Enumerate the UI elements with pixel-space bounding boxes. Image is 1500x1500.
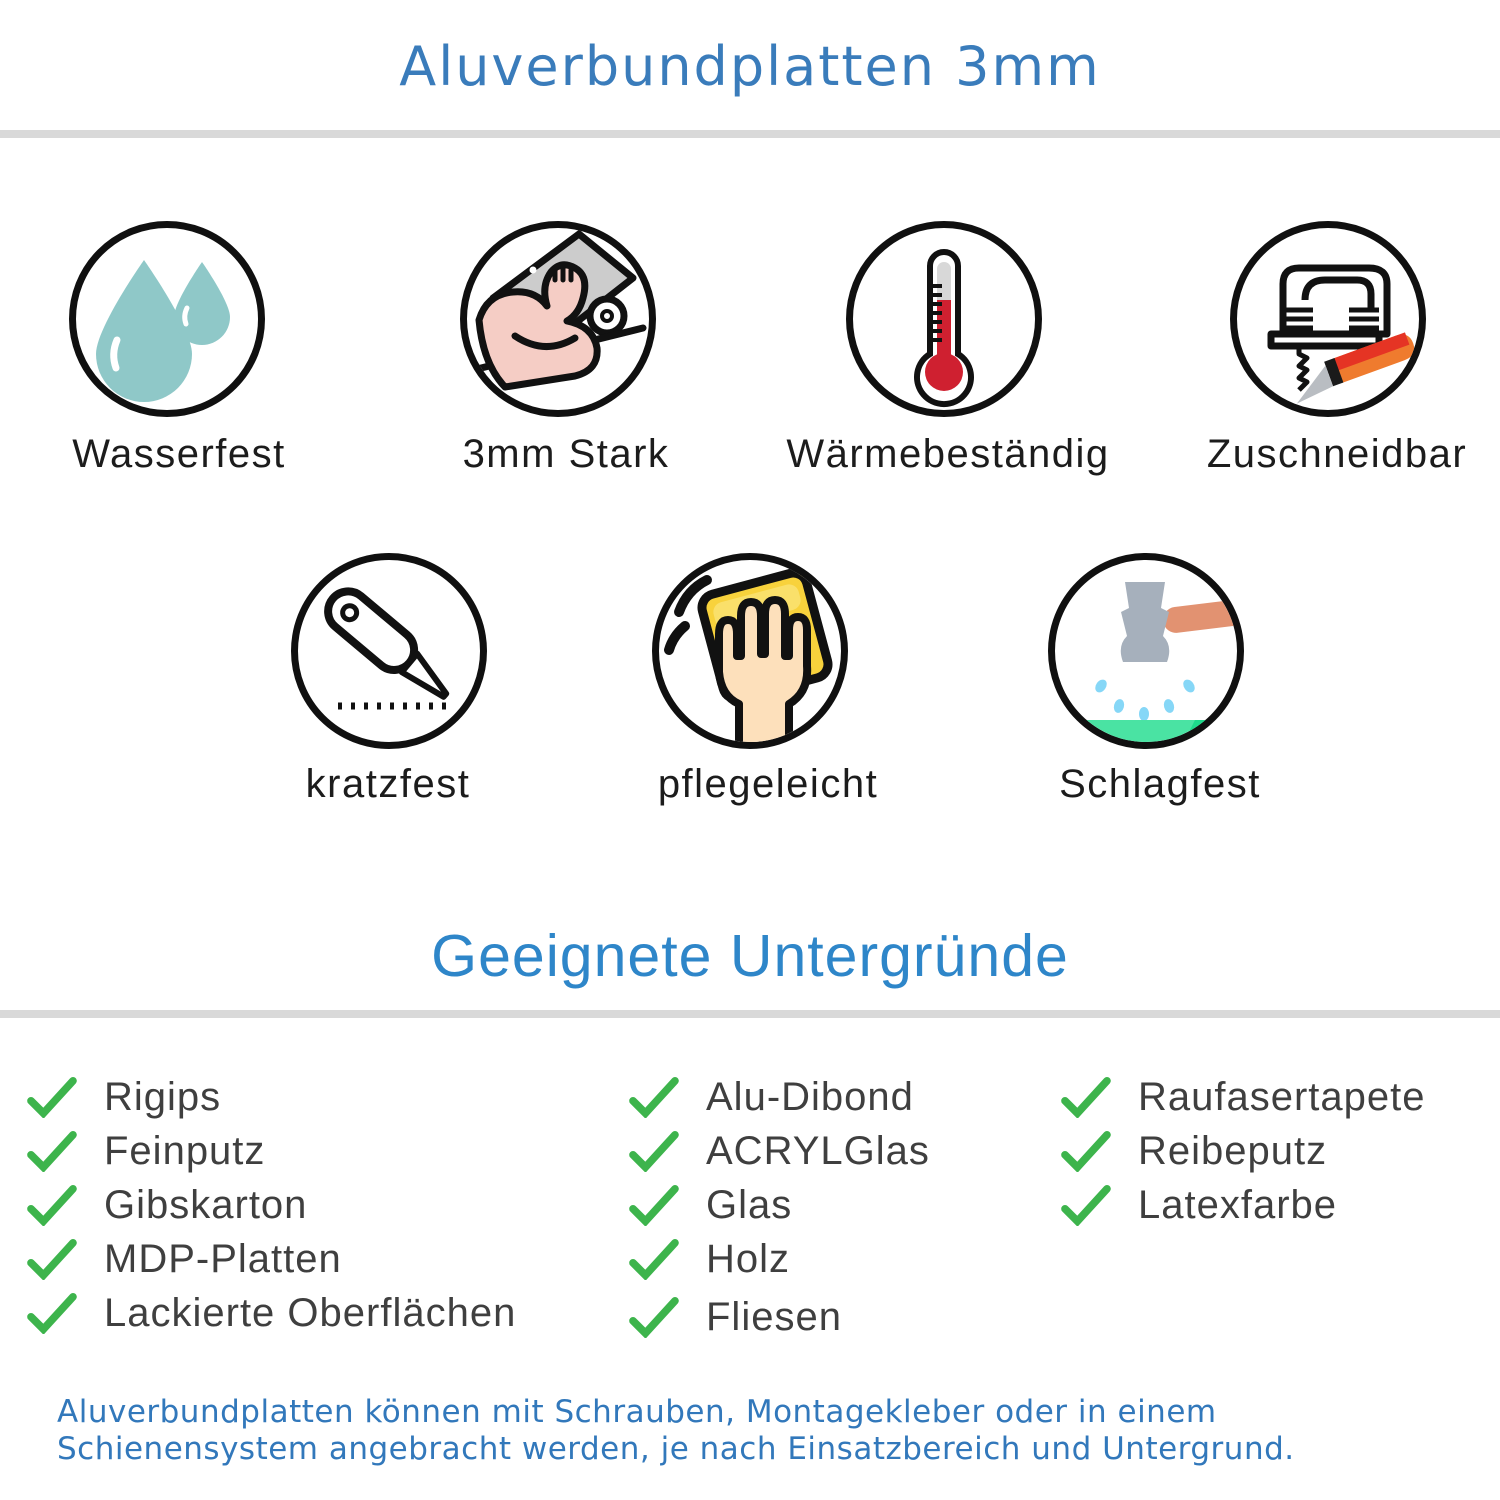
substrate-item [1061, 1125, 1327, 1177]
feature-waermebestaendig [846, 221, 1042, 417]
feature-label-waermebestaendig: Wärmebeständig [786, 432, 1110, 476]
panel-roll-spiral-outer [590, 299, 624, 333]
page-title: Aluverbundplatten 3mm [399, 35, 1101, 98]
thermometer-ticks [932, 286, 942, 340]
checkmark-icon [27, 1292, 77, 1334]
impact-droplet [1112, 698, 1125, 714]
substrate-label: Rigips [104, 1074, 222, 1119]
impact-droplet [1093, 677, 1109, 694]
knife-blade [1288, 366, 1334, 404]
motion-arc-line [669, 626, 685, 650]
substrate-item [27, 1179, 307, 1231]
jigsaw-cutter-icon [1237, 228, 1419, 410]
hammer-head [1121, 582, 1170, 662]
water-drop-small-highlight [185, 308, 187, 324]
feature-label-wasserfest: Wasserfest [72, 432, 286, 476]
substrate-item [629, 1233, 790, 1285]
jigsaw-left-grill [1285, 310, 1313, 328]
feature-label-3mm-stark: 3mm Stark [462, 432, 670, 476]
checkmark-icon [629, 1130, 679, 1172]
hammer-handle-group [1162, 595, 1237, 635]
substrate-label: Alu-Dibond [706, 1074, 914, 1119]
feature-label-pflegeleicht: pflegeleicht [657, 762, 879, 806]
water-drop-large [96, 260, 192, 402]
checkmark-icon [629, 1296, 679, 1338]
checkmark-icon [1061, 1130, 1111, 1172]
panel-roll-dot [530, 267, 537, 274]
substrate-label: Glas [706, 1182, 793, 1227]
section-title-substrates: Geeignete Untergründe [431, 923, 1069, 989]
substrate-item [629, 1179, 792, 1231]
substrate-label: ACRYLGlas [706, 1128, 930, 1173]
hand-back-fingers [719, 600, 807, 742]
substrate-item [27, 1233, 342, 1285]
cleaning-hand-cloth-icon [659, 560, 841, 742]
checkmark-icon [27, 1238, 77, 1280]
utility-knife-blade [402, 654, 454, 703]
substrate-item [27, 1287, 516, 1339]
jigsaw-right-vents [1349, 310, 1379, 328]
substrate-item [629, 1071, 914, 1123]
feature-label-schlagfest: Schlagfest [1059, 762, 1261, 806]
thermometer-icon [853, 228, 1035, 410]
divider-substrates [0, 1010, 1500, 1018]
substrate-label: Holz [706, 1236, 791, 1281]
substrate-label: Latexfarbe [1138, 1182, 1338, 1227]
jigsaw-base-plate [1271, 334, 1379, 346]
feature-zuschneidbar [1230, 221, 1426, 417]
utility-knife-group [320, 583, 459, 709]
feature-3mm-stark [460, 221, 656, 417]
mounting-note-line-2: Schienensystem angebracht werden, je nach Einsatzbereich und Untergrund. [57, 1431, 1295, 1467]
checkmark-icon [629, 1184, 679, 1226]
hammer-handle [1162, 595, 1237, 635]
substrate-label: Raufasertapete [1138, 1074, 1426, 1119]
feature-schlagfest [1048, 553, 1244, 749]
divider-top [0, 130, 1500, 138]
substrate-item [1061, 1179, 1337, 1231]
substrate-item [27, 1125, 265, 1177]
feature-wasserfest [69, 221, 265, 417]
substrate-label: Lackierte Oberflächen [104, 1290, 517, 1335]
checkmark-icon [27, 1184, 77, 1226]
mounting-note-line-1: Aluverbundplatten können mit Schrauben, Montagekleber oder in einem [57, 1394, 1217, 1430]
feature-label-zuschneidbar: Zuschneidbar [1206, 432, 1468, 476]
checkmark-icon [629, 1076, 679, 1118]
feature-label-kratzfest: kratzfest [305, 762, 471, 806]
jigsaw-blade [1299, 346, 1307, 390]
impact-droplet [1162, 698, 1175, 714]
substrate-label: Feinputz [104, 1128, 266, 1173]
substrate-item [629, 1125, 930, 1177]
checkmark-icon [1061, 1076, 1111, 1118]
substrate-item [27, 1071, 221, 1123]
jigsaw-handle-opening [1305, 280, 1371, 308]
substrate-label: Reibeputz [1138, 1128, 1328, 1173]
muscle-arm-panel-roll-icon [467, 228, 649, 410]
substrate-item [1061, 1071, 1426, 1123]
checkmark-icon [629, 1238, 679, 1280]
checkmark-icon [27, 1130, 77, 1172]
substrate-label: Gibskarton [104, 1182, 308, 1227]
checkmark-icon [1061, 1184, 1111, 1226]
water-drop-large-highlight [114, 340, 117, 368]
mounting-note [57, 1394, 1295, 1468]
thermometer-bulb [925, 353, 963, 391]
hammer-impact-icon [1055, 560, 1237, 742]
fist-knuckle-lines [555, 268, 571, 280]
utility-knife-icon [298, 560, 480, 742]
water-drop-small [174, 262, 230, 345]
feature-kratzfest [291, 553, 487, 749]
impact-droplet [1181, 677, 1197, 694]
impact-droplet [1139, 707, 1149, 721]
substrate-label: Fliesen [706, 1294, 842, 1339]
substrate-item [629, 1291, 842, 1343]
checkmark-icon [27, 1076, 77, 1118]
substrate-label: MDP-Platten [104, 1236, 342, 1281]
feature-pflegeleicht [652, 553, 848, 749]
water-drops-icon [76, 228, 258, 410]
